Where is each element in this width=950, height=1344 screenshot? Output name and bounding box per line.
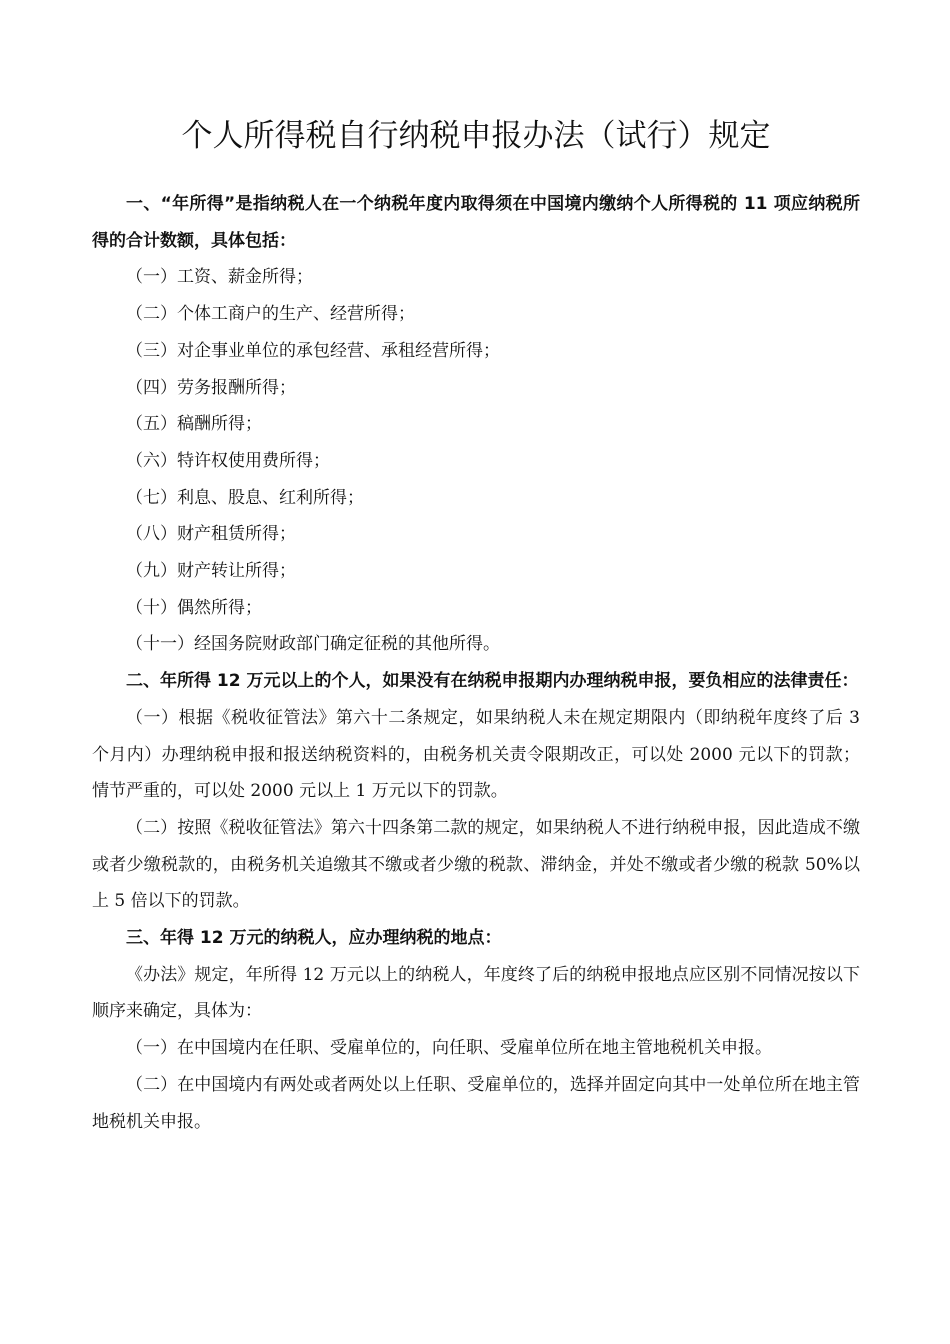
section-2-paragraph-1: （一）根据《税收征管法》第六十二条规定，如果纳税人未在规定期限内（即纳税年度终了后 3 个月内）办理纳税申报和报送纳税资料的，由税务机关责令限期改正，可以处 2000 元以下的罚款；情节严重的，可以处 2000 元以上 1 万元以下的罚款。: [92, 707, 860, 802]
list-item: （十）偶然所得；: [126, 597, 262, 618]
list-item: （三）对企事业单位的承包经营、承租经营所得；: [126, 340, 500, 361]
document-title: 个人所得税自行纳税申报办法（试行）规定: [181, 118, 771, 154]
section-3-paragraph-1: （一）在中国境内在任职、受雇单位的，向任职、受雇单位所在地主管地税机关申报。: [126, 1038, 772, 1059]
section-2-paragraph-2: （二）按照《税收征管法》第六十四条第二款的规定，如果纳税人不进行纳税申报，因此造成不缴或者少缴税款的，由税务机关追缴其不缴或者少缴的税款、滞纳金，并处不缴或者少缴的税款 50%以上 5 倍以下的罚款。: [92, 817, 860, 912]
list-item: （四）劳务报酬所得；: [126, 377, 296, 398]
section-3-intro: 《办法》规定，年所得 12 万元以上的纳税人，年度终了后的纳税申报地点应区别不同情况按以下顺序来确定，具体为：: [92, 964, 860, 1022]
list-item: （五）稿酬所得；: [126, 414, 262, 435]
list-item: （一）工资、薪金所得；: [126, 267, 313, 288]
list-item: （七）利息、股息、红利所得；: [126, 487, 364, 508]
list-item: （八）财产租赁所得；: [126, 524, 296, 545]
section-3-paragraph-2: （二）在中国境内有两处或者两处以上任职、受雇单位的，选择并固定向其中一处单位所在地主管地税机关申报。: [92, 1074, 860, 1132]
section-2-heading: 二、年所得 12 万元以上的个人，如果没有在纳税申报期内办理纳税申报，要负相应的法律责任：: [126, 671, 859, 692]
list-item: （六）特许权使用费所得；: [126, 450, 330, 471]
list-item: （十一）经国务院财政部门确定征税的其他所得。: [126, 634, 500, 655]
section-3-heading: 三、年得 12 万元的纳税人，应办理纳税的地点：: [126, 928, 502, 949]
list-item: （二）个体工商户的生产、经营所得；: [126, 304, 415, 325]
section-1-heading: 一、“年所得”是指纳税人在一个纳税年度内取得须在中国境内缴纳个人所得税的 11 项应纳税所得的合计数额，具体包括：: [92, 194, 860, 251]
list-item: （九）财产转让所得；: [126, 561, 296, 582]
document-page: [92, 110, 860, 1140]
